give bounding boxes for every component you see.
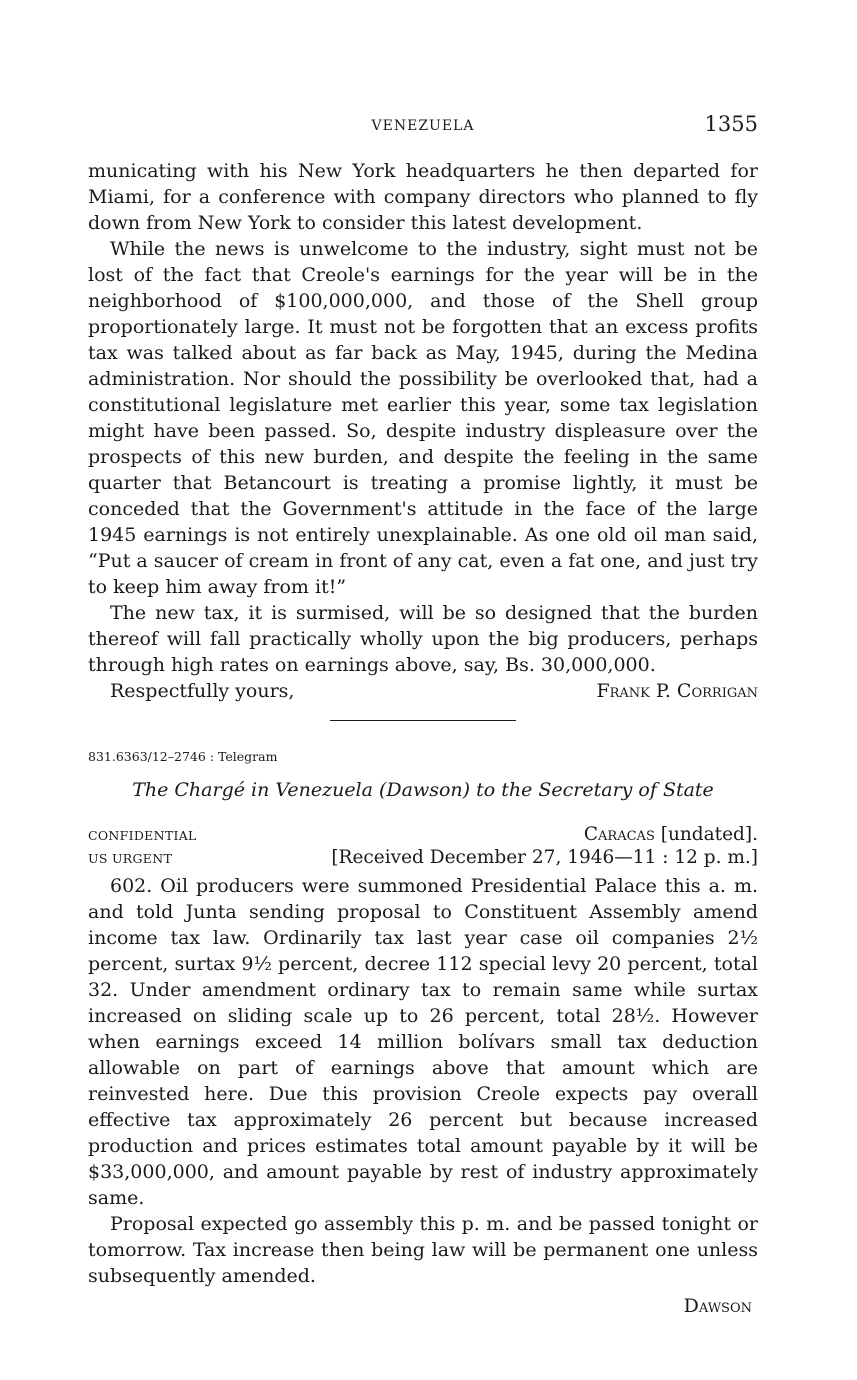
priority-line — [88, 846, 758, 869]
letter-paragraph-3: The new tax, it is surmised, will be so designed that the burden thereof will fall practically wholly upon the big producers, perhaps through high rates on earnings above, say, Bs. 30,000,000. — [88, 602, 758, 676]
letter-paragraph-2: While the news is unwelcome to the industry, sight must not be lost of the fact that Creole's earnings for the year will be in the neighborhood of $100,000,000, and those of the Shell group proportionately large. It must not be forgotten that an excess profits tax was talked about as far back as May, 1945, during the Medina administration. Nor should the possibility be overlooked that, had a constitutional legislature met earlier this year, some tax legislation might have been passed. So, despite industry displeasure over the prospects of this new burden, and despite the feeling in the same quarter that Betancourt is treating a promise lightly, it must be conceded that the Government's attitude in the face of the large 1945 earnings is not entirely unexplainable. As one old oil man said, “Put a saucer of cream in front of any cat, even a fat one, and just try to keep him away from it!” — [88, 238, 758, 598]
telegram-signature: Dawson — [683, 1295, 752, 1317]
date-note: [undated]. — [660, 824, 758, 845]
letter-paragraph-1: municating with his New York headquarters he then departed for Miami, for a conference with company directors who planned to fly down from New York to consider this latest development. — [88, 160, 758, 234]
classification-line — [88, 823, 758, 846]
letter-closing — [88, 678, 758, 704]
file-reference: 831.6363/12–2746 : Telegram — [88, 749, 278, 764]
telegram-paragraph-2: Proposal expected go assembly this p. m. and be passed tonight or tomorrow. Tax increase then being law will be permanent one unless subsequently amended. — [88, 1213, 758, 1287]
document-page — [88, 112, 758, 1319]
telegram-paragraph-1: 602. Oil producers were summoned Presidential Palace this a. m. and told Junta sending proposal to Constituent Assembly amend income tax law. Ordinarily tax last year case oil companies 2½ percent, surtax 9½ percent, decree 112 special levy 20 percent, total 32. Under amendment ordinary tax to remain same while surtax increased on sliding scale up to 26 percent, total 28½. However when earnings exceed 14 million bolívars small tax deduction allowable on part of earnings above that amount which are reinvested here. Due this provision Creole expects pay overall effective tax approximately 26 percent but because increased production and prices estimates total amount payable by it will be $33,000,000, and amount payable by rest of industry approximately same. — [88, 875, 758, 1209]
telegram-section — [88, 749, 758, 1319]
running-title: VENEZUELA — [371, 118, 475, 134]
complimentary-close: Respectfully yours, — [110, 680, 295, 702]
place-date — [584, 823, 758, 846]
running-head — [88, 112, 758, 144]
place-name: Caracas — [583, 824, 655, 845]
letter-section — [88, 158, 758, 704]
document-heading: The Chargé in Venezuela (Dawson) to the Secretary of State — [132, 779, 714, 801]
priority-label: US URGENT — [88, 851, 173, 866]
letter-signer: Frank P. Corrigan — [596, 680, 758, 702]
classification-label: CONFIDENTIAL — [88, 828, 197, 843]
page-number: 1355 — [704, 112, 758, 136]
received-note: [Received December 27, 1946—11 : 12 p. m.] — [331, 847, 758, 868]
section-divider — [330, 720, 516, 721]
